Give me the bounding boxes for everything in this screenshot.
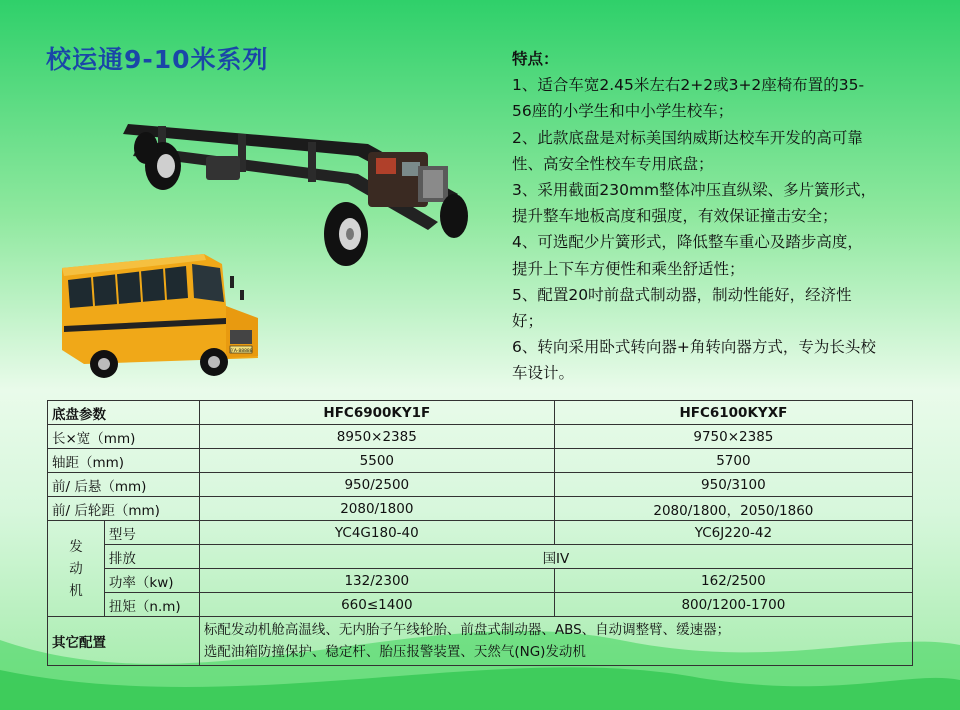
row-label: 前/ 后轮距（mm) [48,497,200,521]
row-value-2: 800/1200-1700 [554,593,912,617]
row-value-1: 8950×2385 [199,425,554,449]
table-row [48,449,913,473]
other-config [199,617,912,666]
feature-line: 6、转向采用卧式转向器+角转向器方式，专为长头校 [512,338,876,357]
feature-line: 56座的小学生和中小学生校车； [512,102,734,121]
page-title: 校运通9-10米系列 [46,45,269,74]
feature-line: 车设计。 [512,364,575,383]
row-value-2: 5700 [554,449,912,473]
table-row [48,521,913,545]
row-value-2: 2080/1800，2050/1860 [554,497,912,521]
license-plate: 京A·88888 [229,349,253,354]
feature-line: 4、可选配少片簧形式，降低整车重心及踏步高度， [512,233,863,252]
features-block [512,46,932,387]
row-value-2: YC6J220-42 [554,521,912,545]
feature-line: 性、高安全性校车专用底盘； [512,154,714,173]
feature-line: 提升上下车方便性和乘坐舒适性； [512,259,745,278]
feature-line: 1、适合车宽2.45米左右2+2或3+2座椅布置的35- [512,76,865,95]
row-label: 功率（kw) [104,569,199,593]
row-value-1: 950/2500 [199,473,554,497]
spec-table [47,400,913,666]
row-value-1: 660≤1400 [199,593,554,617]
row-value-1: YC4G180-40 [199,521,554,545]
row-value-2: 950/3100 [554,473,912,497]
row-value-1: 132/2300 [199,569,554,593]
other-config-line: 标配发动机舱高温线、无内胎子午线轮胎、前盘式制动器、ABS、自动调整臂、缓速器； [203,622,731,638]
engine-group-label [48,521,105,617]
row-value-2: 162/2500 [554,569,912,593]
feature-line: 好； [512,312,544,331]
school-bus-image [54,246,264,386]
row-label: 型号 [104,521,199,545]
row-value-2: 9750×2385 [554,425,912,449]
engine-group-text: 发 动 机 [69,538,83,599]
table-row [48,497,913,521]
row-value-1: 5500 [199,449,554,473]
table-row [48,545,913,569]
features-heading: 特点： [512,50,559,68]
table-row [48,425,913,449]
table-row-other [48,617,913,666]
feature-line: 2、此款底盘是对标美国纳威斯达校车开发的高可靠 [512,128,863,147]
table-row [48,569,913,593]
row-label: 长×宽（mm) [48,425,200,449]
row-value-merged: 国IV [199,545,912,569]
feature-line: 提升整车地板高度和强度，有效保证撞击安全； [512,207,838,226]
feature-line: 3、采用截面230mm整体冲压直纵梁、多片簧形式， [512,181,877,200]
table-row [48,473,913,497]
row-label: 其它配置 [48,617,200,666]
row-value-1: 2080/1800 [199,497,554,521]
table-header-model-2: HFC6100KYXF [554,401,912,425]
row-label: 扭矩（n.m) [104,593,199,617]
table-header-param: 底盘参数 [48,401,200,425]
feature-line: 5、配置20吋前盘式制动器，制动性能好，经济性 [512,285,852,304]
other-config-line: 选配油箱防撞保护、稳定杆、胎压报警装置、天然气(NG)发动机 [203,644,586,660]
table-row [48,593,913,617]
row-label: 前/ 后悬（mm) [48,473,200,497]
table-header-row [48,401,913,425]
row-label: 排放 [104,545,199,569]
table-header-model-1: HFC6900KY1F [199,401,554,425]
row-label: 轴距（mm) [48,449,200,473]
